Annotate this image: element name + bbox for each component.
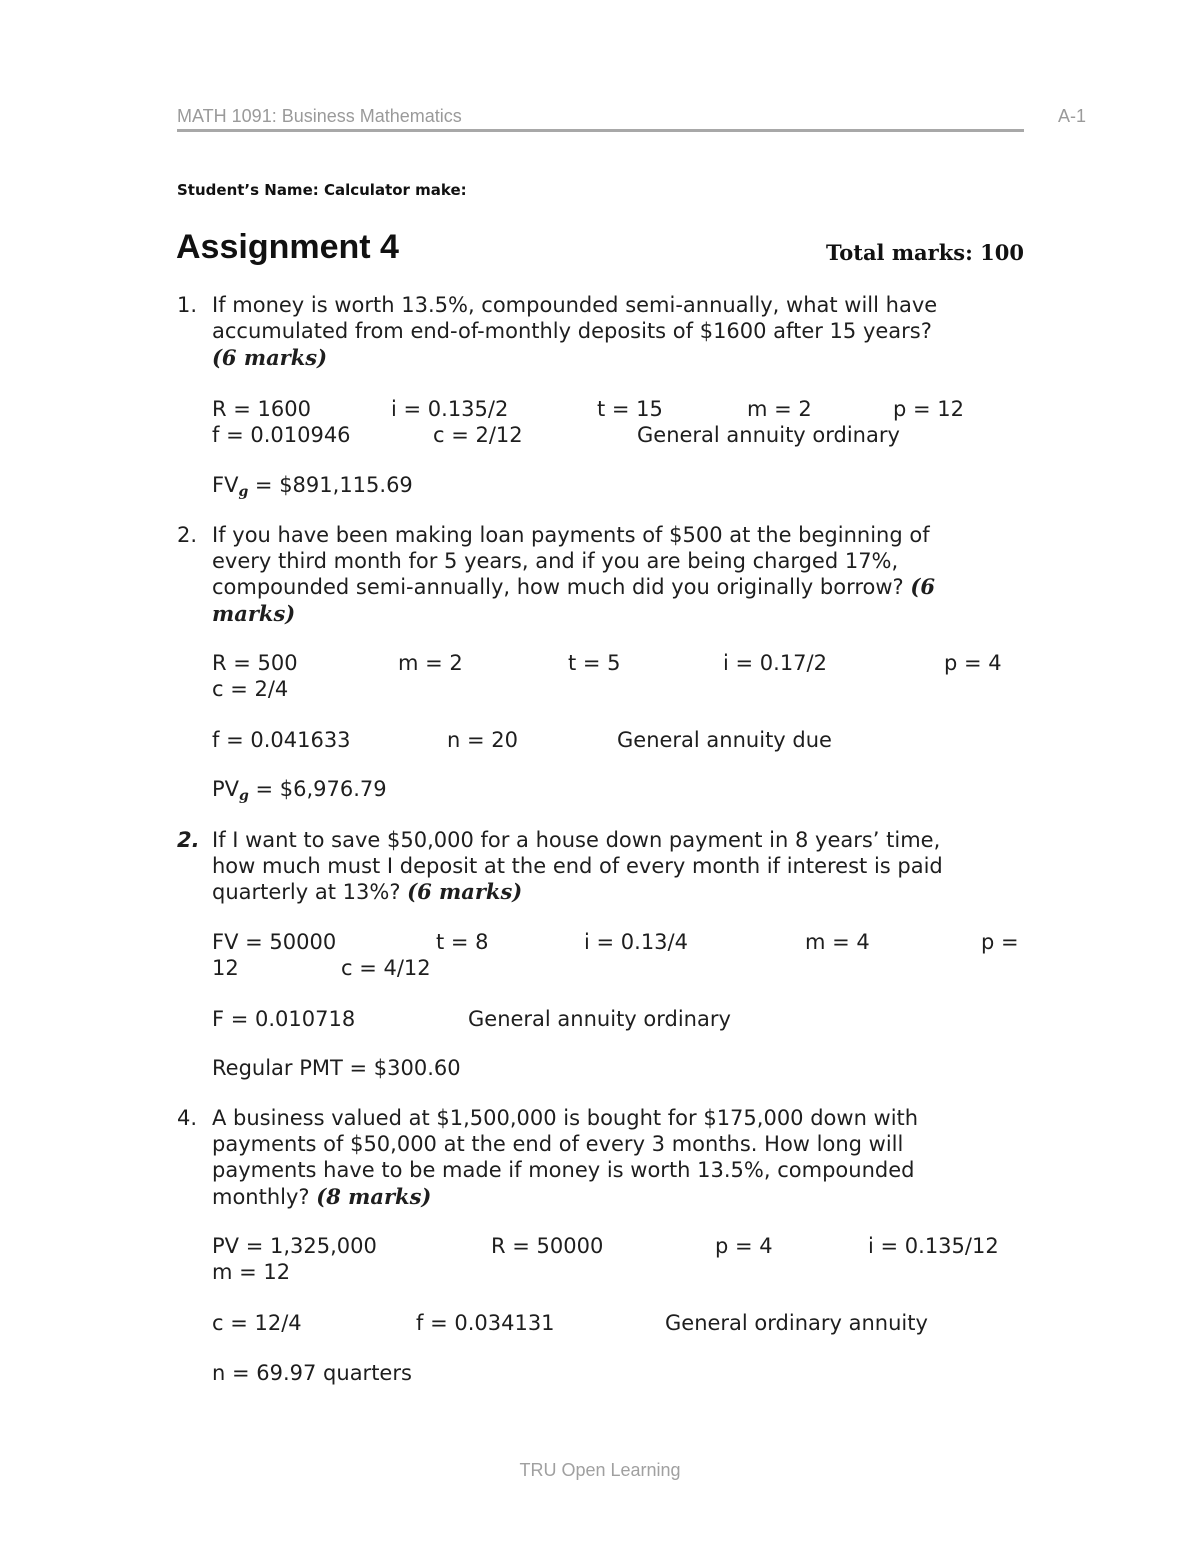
work-p: p = 4 <box>715 1234 773 1258</box>
work-c: c = 4/12 <box>341 956 431 980</box>
work-annuity-type: General ordinary annuity <box>665 1311 928 1335</box>
work-m: m = 12 <box>212 1260 291 1284</box>
question-text-line: every third month for 5 years, and if you are being charged 17%, <box>212 549 899 573</box>
work-p-value: 12 <box>212 956 239 980</box>
question-text-line: compounded semi-annually, how much did you originally borrow? (6 <box>212 574 935 599</box>
question-text-line: payments of $50,000 at the end of every 3 months. How long will <box>212 1132 904 1156</box>
header-divider <box>177 129 1024 132</box>
work-r: R = 50000 <box>491 1234 604 1258</box>
question-text-line: how much must I deposit at the end of every month if interest is paid <box>212 854 943 878</box>
work-i: i = 0.17/2 <box>723 651 827 675</box>
work-m: m = 2 <box>747 397 812 421</box>
work-r: R = 500 <box>212 651 298 675</box>
question-number: 2. <box>177 828 200 852</box>
question-text-line: monthly? (8 marks) <box>212 1184 432 1209</box>
question-text-line: accumulated from end-of-monthly deposits of $1600 after 15 years? <box>212 319 932 343</box>
question-text-line: If money is worth 13.5%, compounded semi-annually, what will have <box>212 293 938 317</box>
work-f: f = 0.041633 <box>212 728 351 752</box>
work-pv: PV = 1,325,000 <box>212 1234 377 1258</box>
work-answer: Regular PMT = $300.60 <box>212 1056 461 1080</box>
work-r: R = 1600 <box>212 397 311 421</box>
work-annuity-type: General annuity due <box>617 728 832 752</box>
work-i: i = 0.13/4 <box>584 930 688 954</box>
work-answer: n = 69.97 quarters <box>212 1361 412 1385</box>
work-answer: $FV_g$ = $891,115.69 <box>212 473 413 500</box>
work-i: i = 0.135/12 <box>868 1234 999 1258</box>
question-text-line: payments have to be made if money is worth 13.5%, compounded <box>212 1158 915 1182</box>
work-c: c = 2/12 <box>433 423 523 447</box>
work-t: t = 5 <box>568 651 621 675</box>
work-t: t = 8 <box>436 930 489 954</box>
question-number: 2. <box>177 523 198 547</box>
question-text-line: If you have been making loan payments of $500 at the beginning of <box>212 523 930 547</box>
work-fv: FV = 50000 <box>212 930 337 954</box>
work-p: p = <box>981 930 1019 954</box>
work-m: m = 4 <box>805 930 870 954</box>
question-number: 4. <box>177 1106 198 1130</box>
question-marks: marks) <box>212 601 296 626</box>
work-m: m = 2 <box>398 651 463 675</box>
question-text-line: A business valued at $1,500,000 is bought for $175,000 down with <box>212 1106 919 1130</box>
work-p: p = 4 <box>944 651 1002 675</box>
question-number: 1. <box>177 293 198 317</box>
work-f: f = 0.010946 <box>212 423 351 447</box>
total-marks: Total marks: 100 <box>826 240 1024 265</box>
work-c: c = 2/4 <box>212 677 289 701</box>
question-text-line: quarterly at 13%? (6 marks) <box>212 879 523 904</box>
work-f: f = 0.034131 <box>416 1311 555 1335</box>
work-answer: $PV_g$ = $6,976.79 <box>212 777 387 804</box>
page-title: Assignment 4 <box>176 228 399 266</box>
question-text-line: If I want to save $50,000 for a house down payment in 8 years’ time, <box>212 828 941 852</box>
work-c: c = 12/4 <box>212 1311 302 1335</box>
work-i: i = 0.135/2 <box>391 397 509 421</box>
work-annuity-type: General annuity ordinary <box>468 1007 731 1031</box>
student-info-line: Student’s Name: Calculator make: <box>177 181 467 199</box>
page-footer: TRU Open Learning <box>519 1460 681 1480</box>
work-t: t = 15 <box>597 397 663 421</box>
work-p: p = 12 <box>893 397 964 421</box>
work-n: n = 20 <box>447 728 518 752</box>
running-header-page-label: A-1 <box>1058 106 1087 126</box>
running-header-course: MATH 1091: Business Mathematics <box>177 106 462 126</box>
work-annuity-type: General annuity ordinary <box>637 423 900 447</box>
question-marks: (6 marks) <box>212 345 328 370</box>
work-f: F = 0.010718 <box>212 1007 356 1031</box>
